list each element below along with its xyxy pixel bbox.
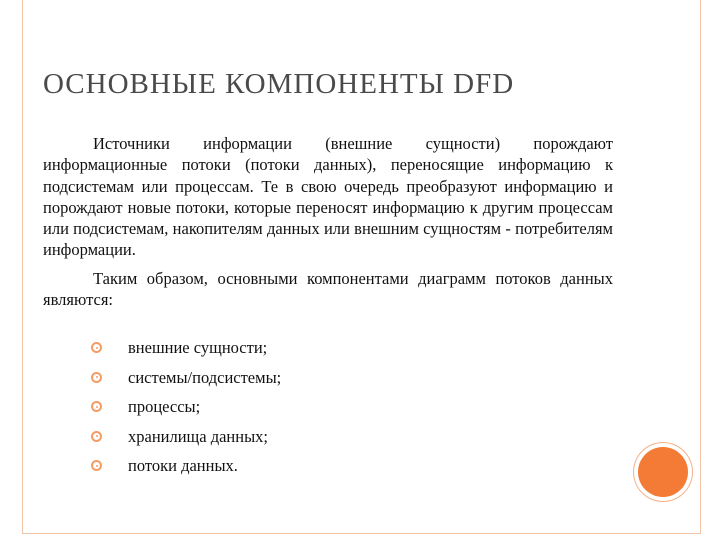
bullet-icon <box>91 431 102 442</box>
components-list <box>88 338 281 486</box>
bullet-icon <box>91 372 102 383</box>
paragraph-components-intro: Таким образом, основными компонентами диаграмм потоков данных являются: <box>43 268 613 310</box>
slide-title: ОСНОВНЫЕ КОМПОНЕНТЫ DFD <box>43 68 515 100</box>
list-item <box>88 368 281 398</box>
list-item <box>88 338 281 368</box>
paragraph-sources: Источники информации (внешние сущности) порождают информационные потоки (потоки данных), переносящие информацию к подсистемам или процессам. Те в свою очередь преобразуют информацию и порождают новые потоки, которые переносят информацию к другим процессам или подсистемам, накопителям данных или внешним сущностям - потребителям информации. <box>43 134 613 260</box>
bullet-icon <box>91 460 102 471</box>
list-item-label: процессы; <box>128 397 201 417</box>
list-item <box>88 397 281 427</box>
bullet-icon <box>91 401 102 412</box>
decorative-circle-icon <box>638 447 688 497</box>
list-item <box>88 427 281 457</box>
slide-body <box>43 133 613 317</box>
list-item-label: системы/подсистемы; <box>128 367 282 387</box>
list-item-label: хранилища данных; <box>128 426 269 446</box>
list-item-label: внешние сущности; <box>128 338 268 357</box>
list-item-label: потоки данных. <box>128 456 238 476</box>
list-item <box>88 456 281 486</box>
bullet-icon <box>91 342 102 353</box>
